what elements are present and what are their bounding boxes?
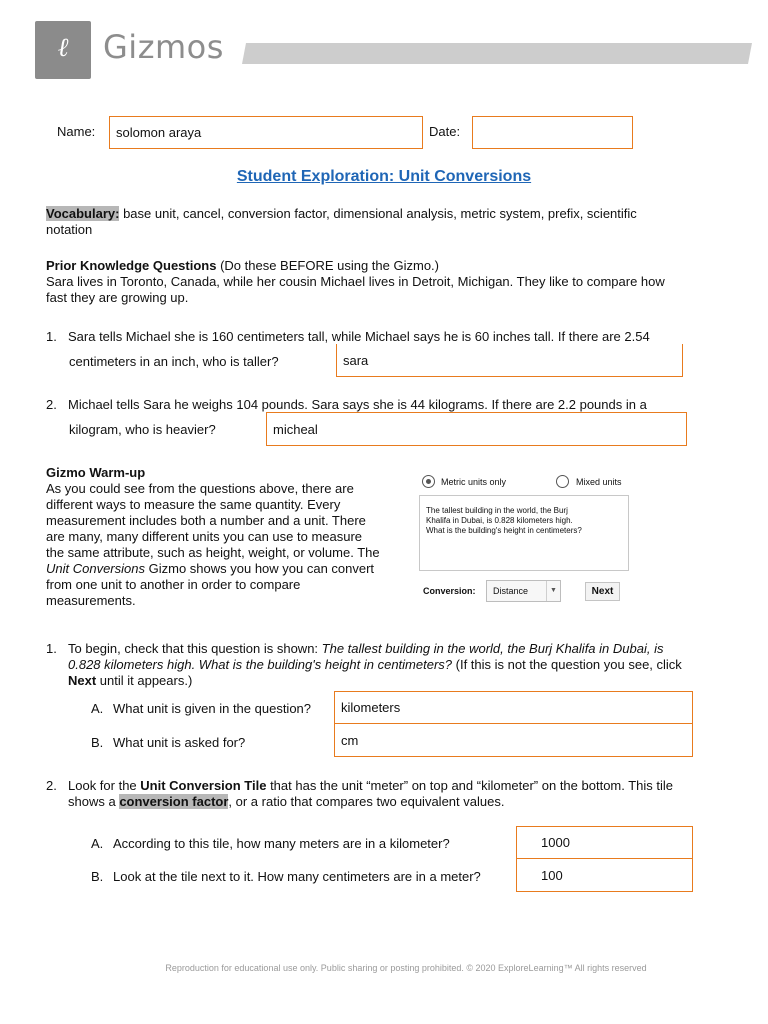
warmup-line2: different ways to measure the same quantity. Every (46, 497, 341, 512)
prior-knowledge-note: (Do these BEFORE using the Gizmo.) (216, 258, 439, 273)
act-q1-text3: until it appears.) (96, 673, 193, 688)
warmup-line3: measurement includes both a number and a unit. There (46, 513, 366, 528)
act-q1b-label: What unit is asked for? (113, 735, 246, 750)
warmup-line4: are many, many different units you can use to measure (46, 529, 363, 544)
vocabulary-line1: base unit, cancel, conversion factor, dimensional analysis, metric system, prefix, scientific (119, 206, 637, 221)
pk-q2-answer-field[interactable] (266, 412, 687, 446)
act-q1-text2: (If this is not the question you see, click (452, 657, 682, 672)
act-q1-italic1: The tallest building in the world, the Burj Khalifa in Dubai, is (321, 641, 664, 656)
pk-q1-answer: sara (343, 352, 369, 368)
vocabulary-label: Vocabulary: (46, 206, 120, 221)
pk-q1-line1: Sara tells Michael she is 160 centimeters tall, while Michael says he is 60 inches tall. If there are 2.54 (68, 329, 650, 344)
pk-q2-line2: kilogram, who is heavier? (69, 422, 216, 437)
radio-mixed-label: Mixed units (576, 477, 622, 487)
vocabulary (46, 206, 736, 238)
act-q1a-letter: A. (91, 701, 104, 716)
footer-copyright: Reproduction for educational use only. Public sharing or posting prohibited. © 2020 ExploreLearning™ All rights reserved (165, 963, 647, 973)
prior-knowledge-heading: Prior Knowledge Questions (46, 258, 217, 273)
act-q1b-letter: B. (91, 735, 104, 750)
prior-intro-line1: Sara lives in Toronto, Canada, while her cousin Michael lives in Detroit, Michigan. They like to compare how (46, 274, 665, 289)
act-q1-number: 1. (46, 641, 57, 656)
logo-glyph: ℓ (57, 33, 69, 63)
vocabulary-line2: notation (46, 222, 93, 237)
pk-q2-line1: Michael tells Sara he weighs 104 pounds. Sara says she is 44 kilograms. If there are 2.2 pounds in a (68, 397, 647, 412)
pk-q1-number: 1. (46, 329, 57, 344)
act-q2-bold2: conversion factor (119, 794, 229, 809)
next-button[interactable]: Next (585, 582, 620, 601)
warmup-line5: the same attribute, such as height, weight, or volume. The (46, 545, 380, 560)
gizmos-brand: Gizmos (103, 28, 224, 66)
radio-metric-units[interactable] (422, 475, 435, 488)
prior-knowledge (46, 258, 746, 306)
gizmo-screenshot (419, 468, 639, 608)
pk-q1-answer-field[interactable] (336, 344, 683, 377)
act-q2-text4: , or a ratio that compares two equivalent values. (228, 794, 505, 809)
act-q1a-answer-field[interactable] (334, 691, 693, 724)
act-q2-bold1: Unit Conversion Tile (140, 778, 267, 793)
act-q1a-label: What unit is given in the question? (113, 701, 312, 716)
chevron-down-icon: ▼ (546, 581, 560, 601)
act-q1-italic2: 0.828 kilometers high. What is the building's height in centimeters? (68, 657, 453, 672)
gizmo-question-box (419, 495, 629, 571)
act-q2-text3: shows a (68, 794, 120, 809)
radio-metric-label: Metric units only (441, 477, 507, 487)
act-q1a-answer: kilometers (341, 700, 401, 715)
act-q1-text1: To begin, check that this question is shown: (68, 641, 322, 656)
header-bar (242, 43, 752, 64)
warmup-line7: from one unit to another in order to compare (46, 577, 301, 592)
pk-q2-answer: micheal (273, 421, 318, 437)
act-q2-number: 2. (46, 778, 57, 793)
act-q2b-answer: 100 (541, 867, 563, 883)
act-q2b-label: Look at the tile next to it. How many centimeters are in a meter? (113, 869, 481, 884)
radio-selected-dot (426, 479, 431, 484)
warmup-line6-rest: Gizmo shows you how you can convert (145, 561, 375, 576)
act-q2b-letter: B. (91, 869, 104, 884)
act-q2a-letter: A. (91, 836, 104, 851)
pk-q2-number: 2. (46, 397, 57, 412)
act-q2-text (68, 778, 748, 810)
warmup-line1: As you could see from the questions above, there are (46, 481, 354, 496)
act-q2-text2: that has the unit “meter” on top and “kilometer” on the bottom. This tile (266, 778, 674, 793)
gizmo-question-line2: Khalifa in Dubai, is 0.828 kilometers high. (426, 516, 573, 525)
act-q2-text1: Look for the (68, 778, 141, 793)
explorelearning-logo (35, 21, 91, 79)
act-q1b-answer-field[interactable] (334, 724, 693, 757)
pk-q1-line2: centimeters in an inch, who is taller? (69, 354, 279, 369)
conversion-value: Distance (493, 586, 529, 596)
prior-intro-line2: fast they are growing up. (46, 290, 189, 305)
act-q2a-answer: 1000 (541, 835, 570, 850)
conversion-select[interactable] (486, 580, 561, 602)
radio-mixed-units[interactable] (556, 475, 569, 488)
name-label: Name: (57, 124, 96, 139)
gizmo-question-line3: What is the building's height in centimeters? (426, 526, 582, 535)
act-q2b-answer-field[interactable] (516, 859, 693, 892)
warmup-line6-italic: Unit Conversions (46, 561, 145, 576)
act-q1-text (68, 641, 748, 689)
act-q1b-answer: cm (341, 732, 359, 748)
conversion-label: Conversion: (423, 586, 476, 596)
act-q2a-label: According to this tile, how many meters are in a kilometer? (113, 836, 450, 851)
warmup-line8: measurements. (46, 593, 136, 608)
act-q1-bold-next: Next (68, 673, 97, 688)
name-value: solomon araya (116, 125, 202, 140)
warmup (46, 465, 406, 609)
warmup-heading: Gizmo Warm-up (46, 465, 146, 480)
name-field[interactable] (109, 116, 423, 149)
page-title: Student Exploration: Unit Conversions (236, 168, 532, 185)
act-q2a-answer-field[interactable] (516, 826, 693, 859)
date-field[interactable] (472, 116, 633, 149)
date-label: Date: (429, 124, 461, 139)
gizmo-question-line1: The tallest building in the world, the Burj (426, 506, 568, 515)
